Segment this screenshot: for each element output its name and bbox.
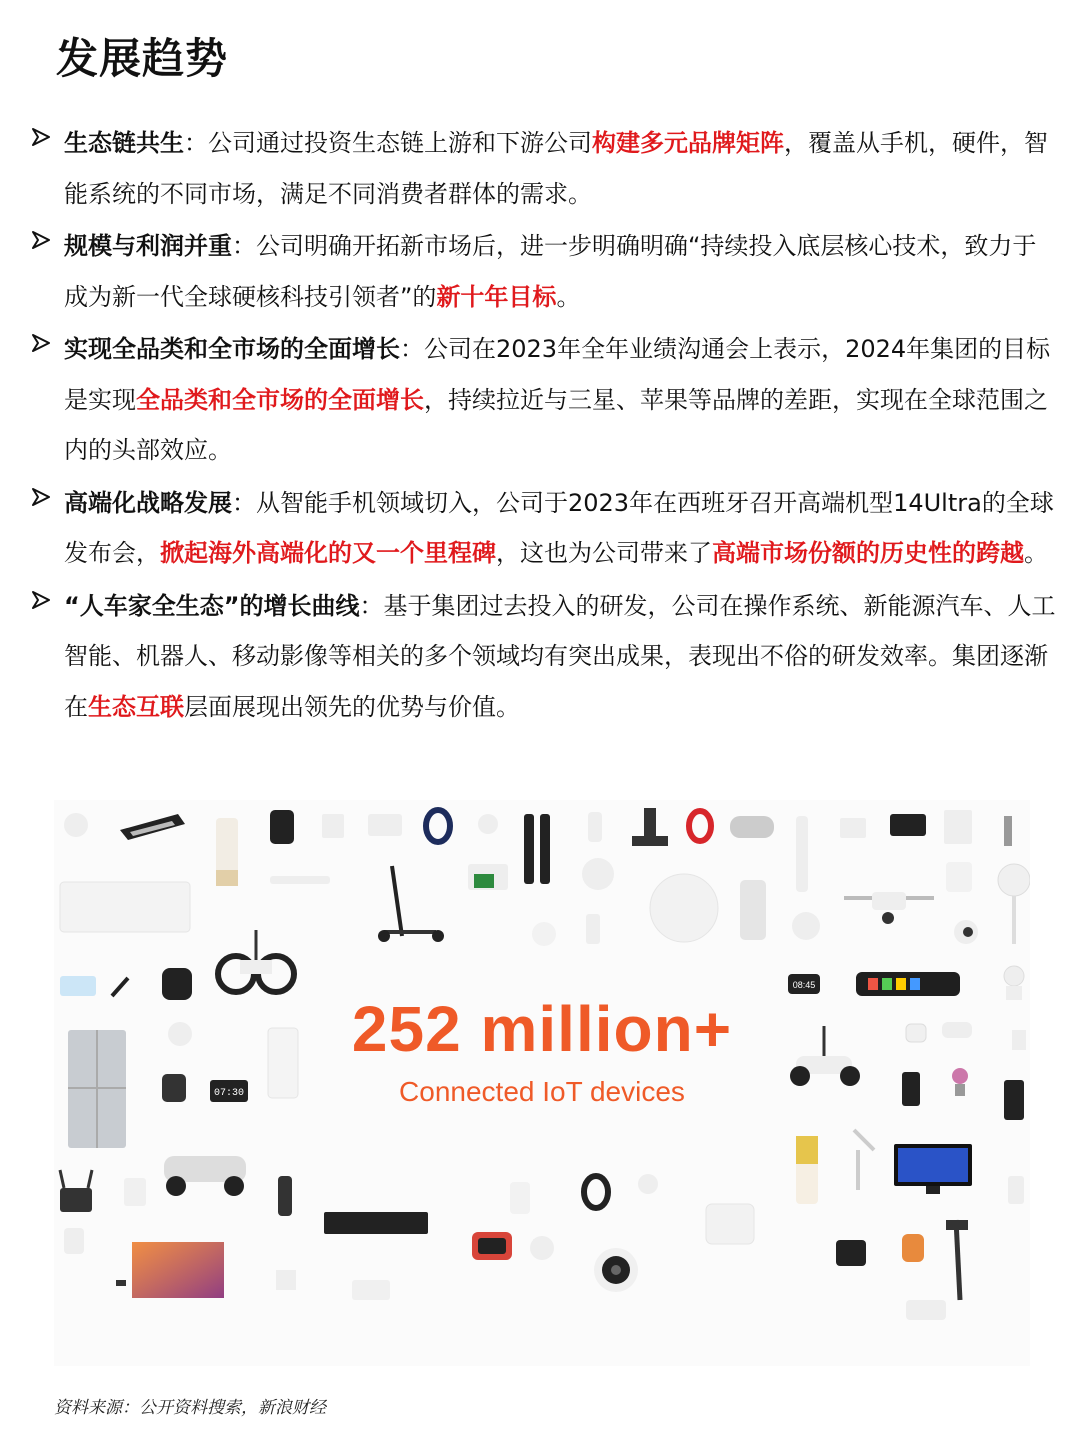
balance-scooter-icon <box>218 930 294 992</box>
arrow-bullet-icon <box>30 589 52 611</box>
highlight-text: 新十年目标 <box>436 282 557 311</box>
page-title: 发展趋势 <box>56 34 229 83</box>
smart-switch-icon <box>124 1178 146 1206</box>
gateway-icon <box>368 814 402 836</box>
go-kart-icon <box>164 1156 246 1196</box>
scooter-icon <box>378 866 444 942</box>
body-text: ，持续拉近与三星、苹果等品牌的差距，实现在全球范围之内的头部效应。 <box>64 385 1048 464</box>
tv-box-icon <box>116 1280 126 1286</box>
highlight-text: 构建多元品牌矩阵 <box>592 129 784 157</box>
temperature-hub-icon <box>510 1182 530 1214</box>
ebook-reader-icon <box>836 1240 866 1266</box>
body-text: ：公司明确开拓新市场后，进一步明确明确“持续投入底层核心技术，致力于成为新一代全球硬核科技引领者”的 <box>64 232 1037 311</box>
door-lock-icon <box>524 814 534 884</box>
speaker-icon <box>270 810 294 844</box>
light-bar-icon <box>270 876 330 884</box>
bullet-item <box>30 478 1060 579</box>
bullet-heading: “人车家全生态”的增长曲线 <box>64 591 360 620</box>
vr-headset-icon <box>730 816 774 838</box>
door-sensor-icon <box>64 1228 84 1254</box>
body-text: ：公司通过投资生态链上游和下游公司 <box>184 129 592 157</box>
air-conditioner-icon <box>60 882 190 932</box>
thermometer-icon <box>1008 1176 1024 1204</box>
motion-sensor-icon <box>478 814 498 834</box>
arrow-bullet-icon <box>30 486 52 508</box>
bullet-heading: 生态链共生 <box>64 129 184 157</box>
gaming-monitor-icon <box>894 1144 972 1194</box>
iot-device-count: 252 million+ <box>351 993 733 1065</box>
smart-display-icon <box>472 1232 512 1260</box>
band-display-text: 08:45 <box>792 980 816 990</box>
fitness-band-icon <box>426 810 450 842</box>
highlight-text: 高端市场份额的历史性的跨越 <box>712 539 1024 567</box>
iot-product-collage <box>54 800 1030 1366</box>
bullet-item <box>30 221 1060 322</box>
highlight-text: 掀起海外高端化的又一个里程碑 <box>160 539 496 567</box>
photo-printer-icon <box>468 864 508 890</box>
wifi-router-icon <box>60 1170 92 1212</box>
arrow-bullet-icon <box>30 229 52 251</box>
body-text: ，这也为公司带来了 <box>496 539 712 567</box>
body-text: 层面展现出领先的优势与价值。 <box>184 692 520 721</box>
rice-cooker-icon <box>706 1204 754 1244</box>
smart-plug-icon <box>322 814 344 838</box>
blender-icon <box>740 880 766 940</box>
body-text: ：公司在2023年全年业绩沟通会上表示，2024年集团的目标是实现 <box>64 335 1051 414</box>
bullet-heading: 规模与利润并重 <box>64 232 232 260</box>
treadmill-icon <box>120 814 185 840</box>
red-band-icon <box>689 811 711 841</box>
night-light-icon <box>582 858 614 890</box>
bullet-item <box>30 118 1060 219</box>
bullet-text <box>64 118 1060 219</box>
smartwatch-orange-icon <box>902 1234 924 1262</box>
bullet-text <box>64 478 1060 579</box>
band-middle-icon <box>584 1176 608 1208</box>
toothbrush-icon <box>1004 816 1012 846</box>
desk-lamp-icon <box>854 1130 874 1190</box>
highlight-text: 生态互联 <box>88 692 184 721</box>
bullet-list <box>30 118 1060 734</box>
smart-bulb-icon <box>64 813 88 837</box>
smart-band-display-icon <box>788 974 820 994</box>
router-icon <box>840 818 866 838</box>
walkie-talkie-icon <box>586 914 600 944</box>
clock-display-text: 07:30 <box>213 1088 245 1099</box>
air-conditioner-tower-icon <box>796 816 808 892</box>
body-text: ：基于集团过去投入的研发，公司在操作系统、新能源汽车、人工智能、机器人、移动影像等相关的多个领域均有突出成果，表现出不俗的研发效率。集团逐渐在 <box>64 591 1056 721</box>
arrow-bullet-icon <box>30 332 52 354</box>
body-text: ，覆盖从手机，硬件，智能系统的不同市场，满足不同消费者群体的需求。 <box>64 129 1048 208</box>
body-text: 。 <box>556 282 581 311</box>
bullet-heading: 高端化战略发展 <box>64 488 232 517</box>
drone-icon <box>844 892 934 924</box>
bullet-text <box>64 221 1060 322</box>
arrow-bullet-icon <box>30 126 52 148</box>
handheld-vacuum-icon <box>632 808 668 846</box>
robot-vacuum-icon <box>650 874 718 942</box>
standing-fan-icon <box>998 864 1030 944</box>
bullet-text <box>64 324 1060 476</box>
bullet-item <box>30 324 1060 476</box>
bullet-item <box>30 581 1060 733</box>
camera-icon <box>588 812 602 842</box>
dashcam-icon <box>890 814 926 836</box>
tv-icon <box>132 1242 224 1298</box>
speaker-bottom-icon <box>594 1248 638 1292</box>
body-text: ：从智能手机领域切入，公司于2023年在西班牙召开高端机型14Ultra的全球发布会， <box>64 488 1054 567</box>
soundbar-icon <box>324 1212 428 1234</box>
bullet-heading: 实现全品类和全市场的全面增长 <box>64 335 400 363</box>
bulb-icon <box>532 922 556 946</box>
highlight-text: 全品类和全市场的全面增长 <box>136 385 424 414</box>
sensor-icon <box>638 1174 658 1194</box>
water-purifier-icon <box>944 810 972 844</box>
iot-device-caption: Connected IoT devices <box>399 1076 685 1107</box>
gimbal-icon <box>946 1220 968 1300</box>
source-note: 资料来源：公开资料搜索，新浪财经 <box>54 1398 326 1418</box>
bullet-text <box>64 581 1060 733</box>
kids-camera-icon <box>946 862 972 892</box>
body-text: 。 <box>1024 539 1048 567</box>
power-bank-icon <box>278 1176 292 1216</box>
